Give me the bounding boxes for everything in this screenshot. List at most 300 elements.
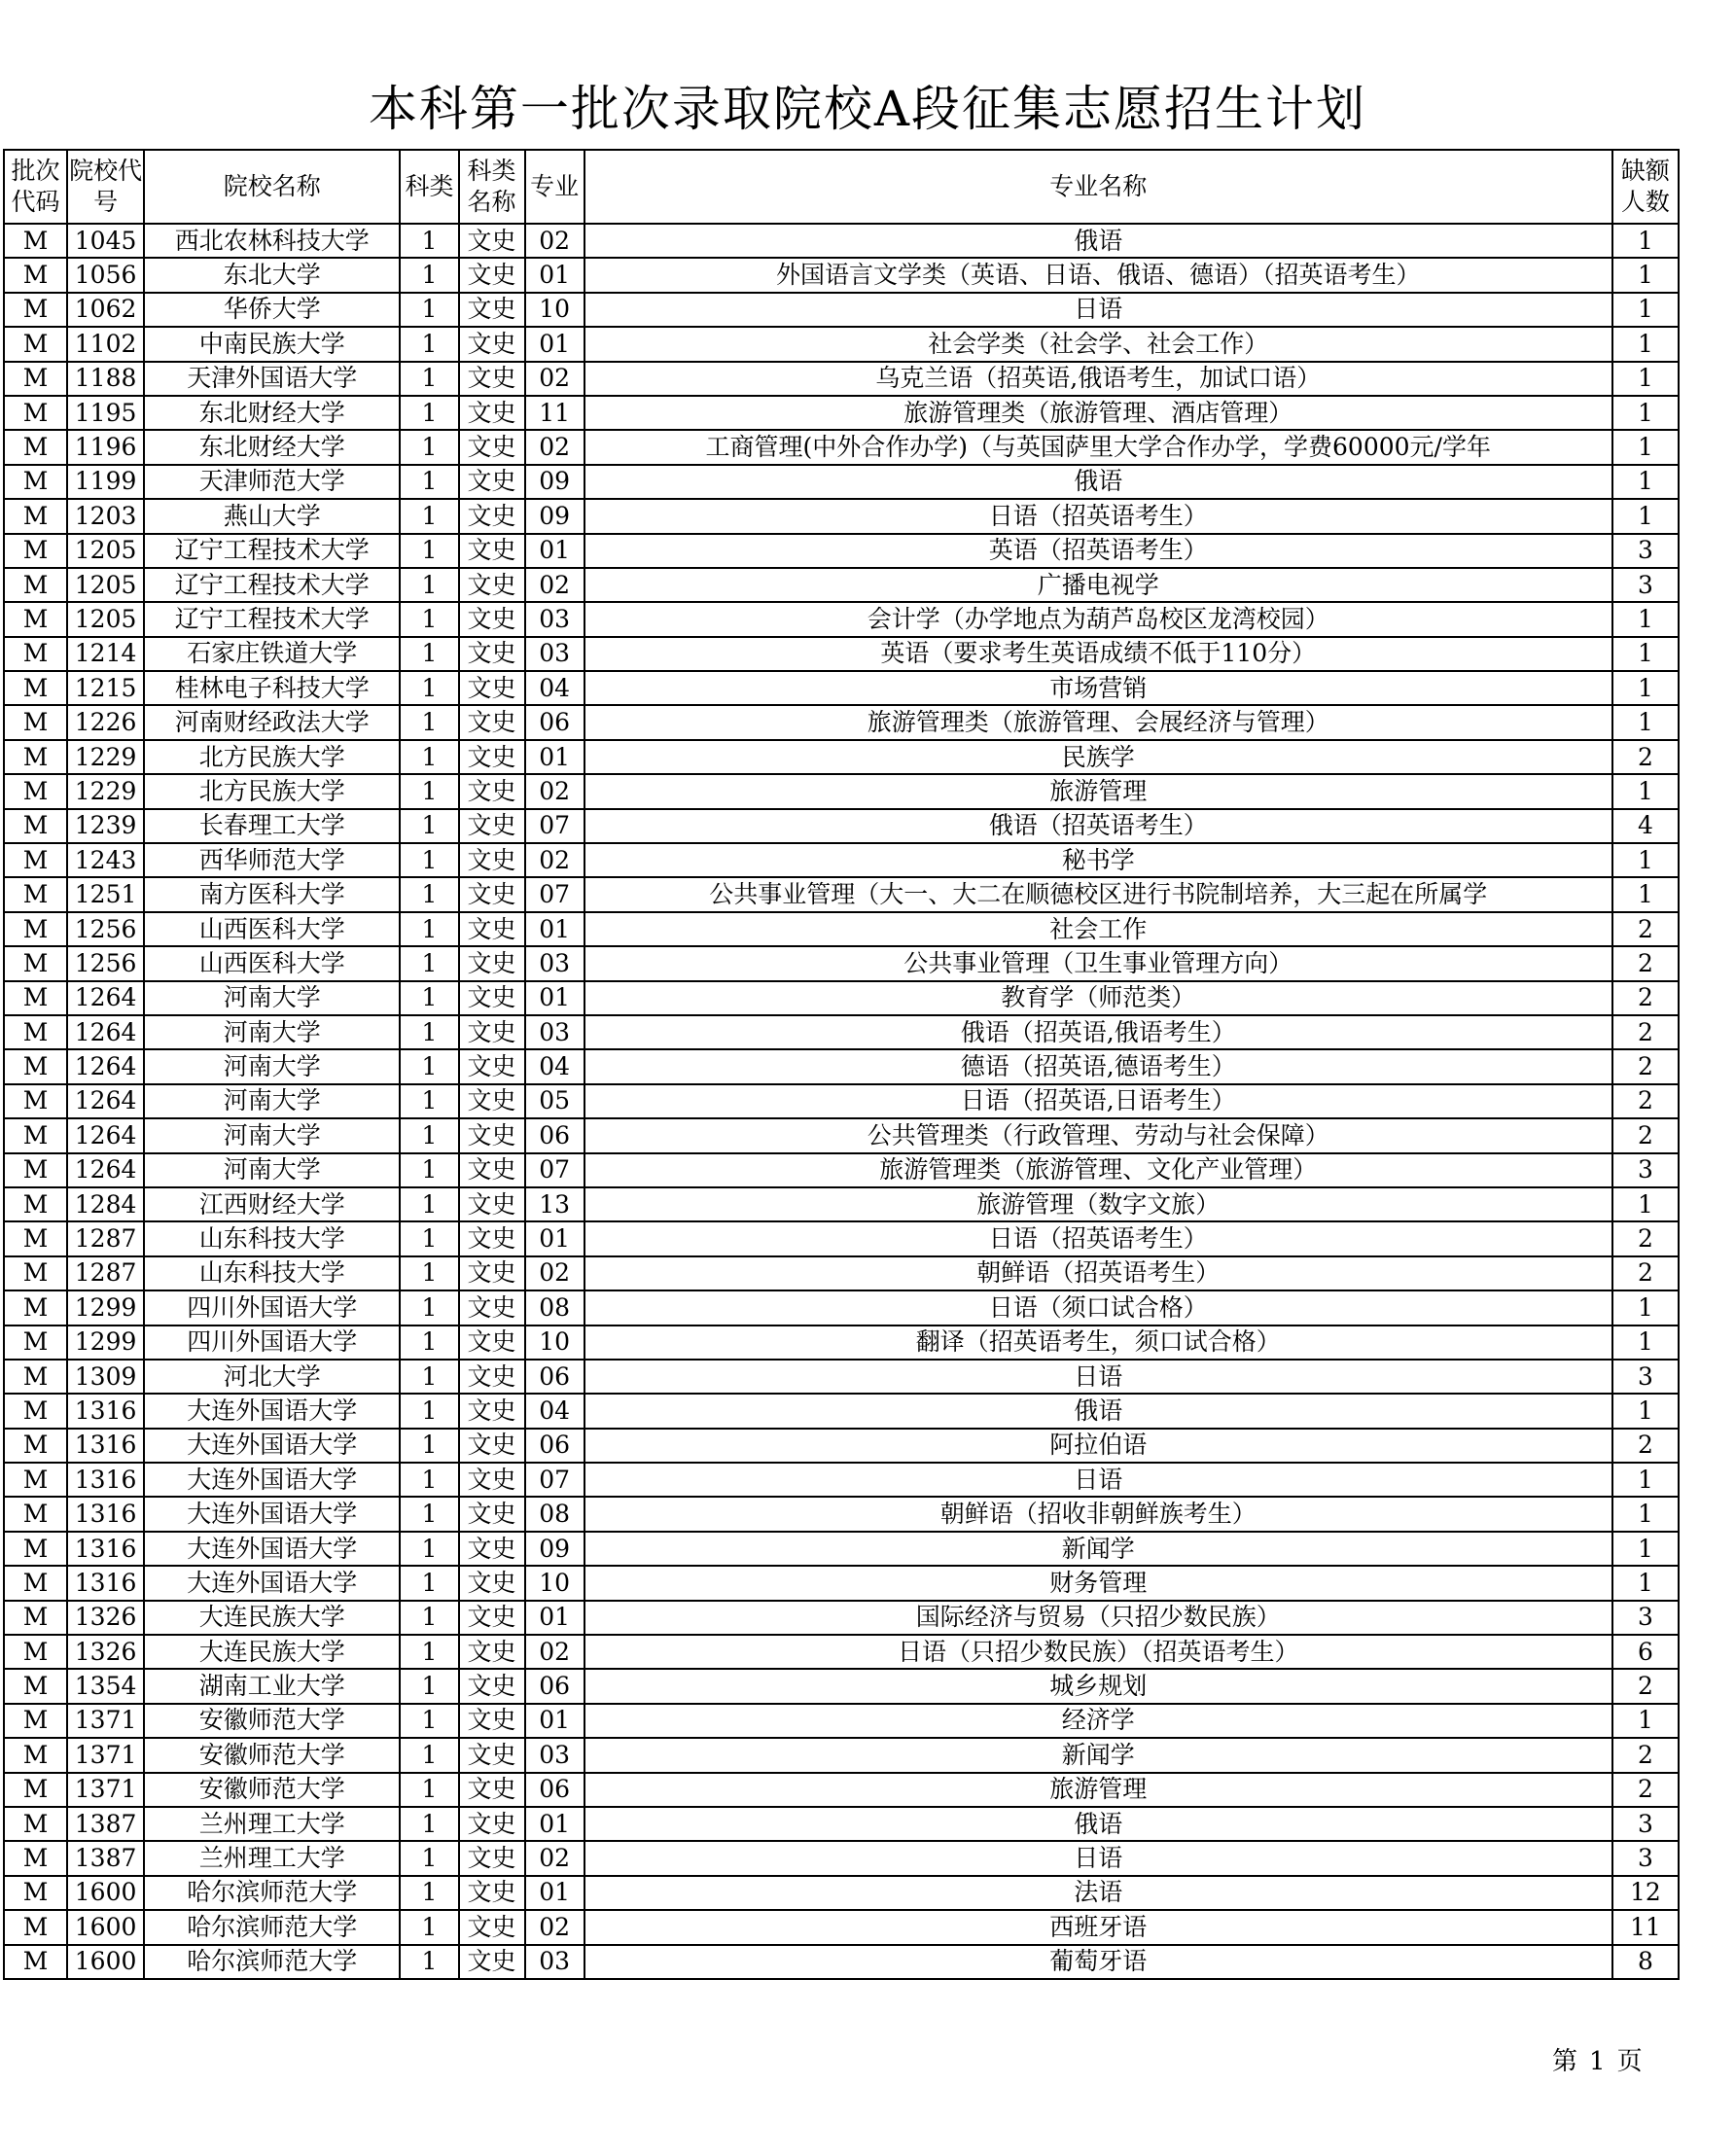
cell-subject-name: 文史 (459, 1945, 525, 1979)
cell-major-code: 01 (525, 1704, 584, 1738)
cell-major-name: 翻译（招英语考生，须口试合格） (584, 1325, 1612, 1360)
cell-subject: 1 (400, 465, 458, 499)
cell-vacancy: 2 (1612, 1118, 1679, 1152)
cell-subject: 1 (400, 224, 458, 258)
table-row (4, 1910, 1679, 1944)
cell-subject-name: 文史 (459, 1118, 525, 1152)
cell-major-code: 02 (525, 1256, 584, 1290)
cell-vacancy: 3 (1612, 1807, 1679, 1841)
cell-subject-name: 文史 (459, 1256, 525, 1290)
cell-subject-name: 文史 (459, 396, 525, 430)
cell-school-name: 哈尔滨师范大学 (144, 1876, 400, 1910)
cell-batch-code: M (4, 396, 67, 430)
cell-major-code: 01 (525, 534, 584, 568)
cell-school-code: 1214 (67, 637, 144, 671)
cell-school-code: 1256 (67, 946, 144, 980)
cell-subject-name: 文史 (459, 1497, 525, 1531)
cell-subject: 1 (400, 1118, 458, 1152)
cell-major-name: 英语（招英语考生） (584, 534, 1612, 568)
cell-school-code: 1264 (67, 1084, 144, 1118)
cell-batch-code: M (4, 568, 67, 602)
cell-batch-code: M (4, 671, 67, 705)
table-row (4, 1463, 1679, 1497)
cell-major-code: 02 (525, 430, 584, 464)
cell-batch-code: M (4, 1153, 67, 1187)
cell-school-code: 1326 (67, 1635, 144, 1669)
cell-school-code: 1316 (67, 1497, 144, 1531)
cell-vacancy: 11 (1612, 1910, 1679, 1944)
cell-subject-name: 文史 (459, 1807, 525, 1841)
table-row (4, 671, 1679, 705)
cell-vacancy: 3 (1612, 568, 1679, 602)
cell-batch-code: M (4, 1497, 67, 1531)
cell-batch-code: M (4, 843, 67, 877)
cell-school-code: 1215 (67, 671, 144, 705)
cell-batch-code: M (4, 1910, 67, 1944)
table-row (4, 499, 1679, 533)
cell-school-code: 1600 (67, 1910, 144, 1944)
cell-school-name: 大连外国语大学 (144, 1497, 400, 1531)
table-row (4, 774, 1679, 808)
cell-subject: 1 (400, 1945, 458, 1979)
cell-subject: 1 (400, 1049, 458, 1083)
cell-subject-name: 文史 (459, 293, 525, 327)
cell-school-name: 山西医科大学 (144, 912, 400, 946)
cell-major-code: 01 (525, 912, 584, 946)
table-row (4, 1256, 1679, 1290)
cell-subject: 1 (400, 362, 458, 396)
cell-batch-code: M (4, 1945, 67, 1979)
cell-major-name: 国际经济与贸易（只招少数民族） (584, 1601, 1612, 1635)
cell-major-name: 俄语 (584, 465, 1612, 499)
cell-subject-name: 文史 (459, 430, 525, 464)
cell-subject-name: 文史 (459, 1704, 525, 1738)
cell-subject-name: 文史 (459, 568, 525, 602)
cell-school-code: 1196 (67, 430, 144, 464)
cell-major-code: 07 (525, 809, 584, 843)
cell-major-name: 城乡规划 (584, 1669, 1612, 1703)
cell-vacancy: 3 (1612, 1360, 1679, 1394)
cell-school-name: 东北财经大学 (144, 396, 400, 430)
cell-major-name: 经济学 (584, 1704, 1612, 1738)
cell-school-code: 1287 (67, 1256, 144, 1290)
cell-major-name: 旅游管理类（旅游管理、文化产业管理） (584, 1153, 1612, 1187)
cell-school-code: 1387 (67, 1807, 144, 1841)
cell-subject-name: 文史 (459, 1360, 525, 1394)
cell-major-name: 朝鲜语（招收非朝鲜族考生） (584, 1497, 1612, 1531)
cell-major-name: 新闻学 (584, 1738, 1612, 1772)
cell-vacancy: 1 (1612, 1532, 1679, 1566)
cell-school-code: 1251 (67, 877, 144, 911)
cell-major-code: 02 (525, 1841, 584, 1875)
header-school-name: 院校名称 (144, 150, 400, 224)
cell-subject-name: 文史 (459, 1566, 525, 1600)
table-row (4, 1084, 1679, 1118)
cell-major-name: 公共管理类（行政管理、劳动与社会保障） (584, 1118, 1612, 1152)
cell-major-code: 09 (525, 499, 584, 533)
cell-major-name: 旅游管理 (584, 774, 1612, 808)
cell-vacancy: 1 (1612, 430, 1679, 464)
cell-major-code: 08 (525, 1290, 584, 1325)
cell-major-name: 英语（要求考生英语成绩不低于110分） (584, 637, 1612, 671)
cell-batch-code: M (4, 1325, 67, 1360)
cell-subject-name: 文史 (459, 1635, 525, 1669)
cell-subject-name: 文史 (459, 1015, 525, 1049)
cell-school-name: 大连外国语大学 (144, 1394, 400, 1428)
cell-major-code: 10 (525, 1566, 584, 1600)
cell-school-name: 安徽师范大学 (144, 1773, 400, 1807)
cell-school-name: 石家庄铁道大学 (144, 637, 400, 671)
table-row (4, 1049, 1679, 1083)
cell-vacancy: 2 (1612, 1429, 1679, 1463)
cell-subject-name: 文史 (459, 1429, 525, 1463)
cell-subject-name: 文史 (459, 362, 525, 396)
cell-vacancy: 1 (1612, 499, 1679, 533)
cell-vacancy: 1 (1612, 1290, 1679, 1325)
cell-subject-name: 文史 (459, 946, 525, 980)
cell-vacancy: 2 (1612, 1256, 1679, 1290)
cell-major-name: 朝鲜语（招英语考生） (584, 1256, 1612, 1290)
cell-vacancy: 1 (1612, 1187, 1679, 1221)
cell-batch-code: M (4, 534, 67, 568)
table-row (4, 602, 1679, 636)
cell-vacancy: 2 (1612, 1084, 1679, 1118)
header-batch-code: 批次代码 (4, 150, 67, 224)
cell-major-name: 工商管理(中外合作办学)（与英国萨里大学合作办学，学费60000元/学年 (584, 430, 1612, 464)
cell-major-name: 旅游管理（数字文旅） (584, 1187, 1612, 1221)
cell-subject: 1 (400, 1738, 458, 1772)
cell-major-name: 社会工作 (584, 912, 1612, 946)
header-subject: 科类 (400, 150, 458, 224)
cell-major-code: 07 (525, 877, 584, 911)
cell-subject: 1 (400, 293, 458, 327)
cell-major-name: 社会学类（社会学、社会工作） (584, 327, 1612, 361)
table-row (4, 809, 1679, 843)
table-row (4, 1566, 1679, 1600)
enrollment-plan-table (3, 149, 1680, 1980)
cell-subject: 1 (400, 637, 458, 671)
cell-major-name: 会计学（办学地点为葫芦岛校区龙湾校园） (584, 602, 1612, 636)
cell-batch-code: M (4, 224, 67, 258)
cell-major-code: 06 (525, 1669, 584, 1703)
cell-batch-code: M (4, 1773, 67, 1807)
cell-subject-name: 文史 (459, 327, 525, 361)
cell-batch-code: M (4, 809, 67, 843)
table-row (4, 1841, 1679, 1875)
table-row (4, 946, 1679, 980)
cell-school-name: 大连民族大学 (144, 1601, 400, 1635)
cell-school-code: 1229 (67, 740, 144, 774)
cell-school-code: 1309 (67, 1360, 144, 1394)
cell-batch-code: M (4, 465, 67, 499)
cell-batch-code: M (4, 1429, 67, 1463)
cell-subject: 1 (400, 1669, 458, 1703)
cell-vacancy: 4 (1612, 809, 1679, 843)
cell-school-name: 桂林电子科技大学 (144, 671, 400, 705)
cell-major-code: 03 (525, 637, 584, 671)
cell-subject: 1 (400, 671, 458, 705)
cell-vacancy: 1 (1612, 293, 1679, 327)
table-row (4, 1738, 1679, 1772)
page-prefix: 第 (1552, 2047, 1578, 2076)
cell-subject: 1 (400, 1015, 458, 1049)
table-row (4, 740, 1679, 774)
cell-batch-code: M (4, 1738, 67, 1772)
cell-batch-code: M (4, 912, 67, 946)
cell-school-code: 1284 (67, 1187, 144, 1221)
cell-school-code: 1264 (67, 1049, 144, 1083)
cell-subject: 1 (400, 1876, 458, 1910)
cell-subject-name: 文史 (459, 224, 525, 258)
cell-major-code: 09 (525, 465, 584, 499)
table-row (4, 1015, 1679, 1049)
cell-school-name: 燕山大学 (144, 499, 400, 533)
cell-major-name: 日语（招英语考生） (584, 499, 1612, 533)
cell-subject: 1 (400, 946, 458, 980)
cell-school-name: 河南大学 (144, 1118, 400, 1152)
cell-subject-name: 文史 (459, 1084, 525, 1118)
cell-batch-code: M (4, 1532, 67, 1566)
cell-subject: 1 (400, 843, 458, 877)
cell-major-name: 日语（只招少数民族）（招英语考生） (584, 1635, 1612, 1669)
table-row (4, 430, 1679, 464)
cell-major-code: 06 (525, 1773, 584, 1807)
cell-subject: 1 (400, 258, 458, 292)
header-school-code: 院校代号 (67, 150, 144, 224)
cell-major-code: 02 (525, 362, 584, 396)
cell-vacancy: 1 (1612, 602, 1679, 636)
table-row (4, 293, 1679, 327)
cell-batch-code: M (4, 705, 67, 739)
cell-vacancy: 1 (1612, 637, 1679, 671)
cell-school-name: 河南大学 (144, 1049, 400, 1083)
cell-school-code: 1316 (67, 1394, 144, 1428)
cell-subject: 1 (400, 912, 458, 946)
cell-vacancy: 1 (1612, 465, 1679, 499)
cell-major-name: 公共事业管理（卫生事业管理方向） (584, 946, 1612, 980)
table-row (4, 224, 1679, 258)
cell-major-code: 08 (525, 1497, 584, 1531)
cell-batch-code: M (4, 637, 67, 671)
cell-vacancy: 1 (1612, 877, 1679, 911)
cell-major-code: 04 (525, 671, 584, 705)
cell-major-code: 06 (525, 1360, 584, 1394)
cell-subject: 1 (400, 602, 458, 636)
page-number-value: 1 (1589, 2047, 1606, 2076)
cell-vacancy: 2 (1612, 946, 1679, 980)
cell-school-name: 山东科技大学 (144, 1221, 400, 1255)
cell-subject-name: 文史 (459, 740, 525, 774)
cell-major-name: 乌克兰语（招英语,俄语考生，加试口语） (584, 362, 1612, 396)
cell-school-name: 河南大学 (144, 981, 400, 1015)
table-row (4, 1807, 1679, 1841)
cell-vacancy: 2 (1612, 1738, 1679, 1772)
cell-major-code: 01 (525, 1876, 584, 1910)
cell-vacancy: 12 (1612, 1876, 1679, 1910)
cell-major-code: 10 (525, 293, 584, 327)
page-suffix: 页 (1616, 2047, 1643, 2076)
cell-subject: 1 (400, 1221, 458, 1255)
cell-subject: 1 (400, 1463, 458, 1497)
cell-school-code: 1371 (67, 1704, 144, 1738)
cell-major-name: 葡萄牙语 (584, 1945, 1612, 1979)
cell-vacancy: 1 (1612, 1704, 1679, 1738)
cell-subject: 1 (400, 568, 458, 602)
cell-vacancy: 1 (1612, 396, 1679, 430)
cell-major-code: 02 (525, 1635, 584, 1669)
cell-major-name: 日语 (584, 1463, 1612, 1497)
cell-subject: 1 (400, 705, 458, 739)
cell-major-code: 01 (525, 1221, 584, 1255)
cell-school-code: 1239 (67, 809, 144, 843)
cell-subject: 1 (400, 430, 458, 464)
cell-subject-name: 文史 (459, 534, 525, 568)
cell-subject-name: 文史 (459, 1841, 525, 1875)
cell-subject: 1 (400, 327, 458, 361)
cell-subject-name: 文史 (459, 258, 525, 292)
cell-major-code: 03 (525, 1738, 584, 1772)
cell-major-name: 市场营销 (584, 671, 1612, 705)
cell-major-code: 07 (525, 1153, 584, 1187)
cell-subject-name: 文史 (459, 1601, 525, 1635)
cell-vacancy: 1 (1612, 1497, 1679, 1531)
table-row (4, 1773, 1679, 1807)
cell-batch-code: M (4, 946, 67, 980)
cell-subject: 1 (400, 1429, 458, 1463)
cell-school-name: 天津外国语大学 (144, 362, 400, 396)
cell-subject-name: 文史 (459, 1221, 525, 1255)
cell-vacancy: 3 (1612, 534, 1679, 568)
cell-batch-code: M (4, 1221, 67, 1255)
cell-subject: 1 (400, 1360, 458, 1394)
cell-subject: 1 (400, 1566, 458, 1600)
cell-subject: 1 (400, 774, 458, 808)
cell-school-name: 大连外国语大学 (144, 1463, 400, 1497)
table-row (4, 362, 1679, 396)
cell-school-name: 北方民族大学 (144, 740, 400, 774)
cell-school-code: 1205 (67, 568, 144, 602)
cell-school-name: 哈尔滨师范大学 (144, 1910, 400, 1944)
cell-subject-name: 文史 (459, 1394, 525, 1428)
cell-vacancy: 1 (1612, 671, 1679, 705)
cell-school-code: 1264 (67, 1118, 144, 1152)
cell-subject-name: 文史 (459, 774, 525, 808)
cell-school-code: 1287 (67, 1221, 144, 1255)
cell-vacancy: 2 (1612, 981, 1679, 1015)
page-title: 本科第一批次录取院校A段征集志愿招生计划 (368, 81, 1367, 137)
cell-batch-code: M (4, 1566, 67, 1600)
cell-subject-name: 文史 (459, 1532, 525, 1566)
cell-school-name: 南方医科大学 (144, 877, 400, 911)
cell-major-name: 日语（招英语,日语考生） (584, 1084, 1612, 1118)
cell-school-code: 1056 (67, 258, 144, 292)
table-row (4, 396, 1679, 430)
cell-subject-name: 文史 (459, 981, 525, 1015)
table-row (4, 1601, 1679, 1635)
table-row (4, 568, 1679, 602)
cell-subject-name: 文史 (459, 877, 525, 911)
cell-major-name: 俄语 (584, 224, 1612, 258)
cell-batch-code: M (4, 1463, 67, 1497)
cell-subject: 1 (400, 1807, 458, 1841)
cell-school-code: 1045 (67, 224, 144, 258)
cell-major-name: 西班牙语 (584, 1910, 1612, 1944)
cell-batch-code: M (4, 1256, 67, 1290)
cell-school-code: 1354 (67, 1669, 144, 1703)
cell-school-code: 1316 (67, 1532, 144, 1566)
cell-major-name: 民族学 (584, 740, 1612, 774)
cell-subject: 1 (400, 1084, 458, 1118)
table-row (4, 705, 1679, 739)
cell-batch-code: M (4, 327, 67, 361)
cell-school-name: 河南财经政法大学 (144, 705, 400, 739)
cell-school-name: 兰州理工大学 (144, 1807, 400, 1841)
cell-batch-code: M (4, 430, 67, 464)
cell-batch-code: M (4, 1669, 67, 1703)
cell-major-name: 旅游管理 (584, 1773, 1612, 1807)
table-row (4, 1290, 1679, 1325)
cell-major-name: 德语（招英语,德语考生） (584, 1049, 1612, 1083)
cell-subject: 1 (400, 1910, 458, 1944)
table-row (4, 1497, 1679, 1531)
cell-subject: 1 (400, 1325, 458, 1360)
cell-school-code: 1264 (67, 1015, 144, 1049)
cell-school-code: 1600 (67, 1945, 144, 1979)
cell-batch-code: M (4, 1049, 67, 1083)
cell-major-code: 01 (525, 981, 584, 1015)
cell-school-code: 1229 (67, 774, 144, 808)
cell-school-name: 江西财经大学 (144, 1187, 400, 1221)
cell-batch-code: M (4, 774, 67, 808)
header-subject-name: 科类名称 (459, 150, 525, 224)
cell-vacancy: 1 (1612, 1394, 1679, 1428)
cell-subject: 1 (400, 1290, 458, 1325)
cell-subject-name: 文史 (459, 1153, 525, 1187)
cell-major-name: 旅游管理类（旅游管理、酒店管理） (584, 396, 1612, 430)
cell-batch-code: M (4, 1290, 67, 1325)
cell-vacancy: 1 (1612, 327, 1679, 361)
cell-subject: 1 (400, 1256, 458, 1290)
cell-subject: 1 (400, 981, 458, 1015)
cell-major-code: 01 (525, 258, 584, 292)
cell-school-name: 四川外国语大学 (144, 1290, 400, 1325)
cell-major-code: 02 (525, 843, 584, 877)
cell-subject-name: 文史 (459, 1325, 525, 1360)
cell-subject: 1 (400, 740, 458, 774)
cell-school-name: 河北大学 (144, 1360, 400, 1394)
table-row (4, 1635, 1679, 1669)
cell-vacancy: 3 (1612, 1841, 1679, 1875)
table-body (4, 224, 1679, 1979)
cell-vacancy: 2 (1612, 1049, 1679, 1083)
cell-school-code: 1188 (67, 362, 144, 396)
cell-vacancy: 6 (1612, 1635, 1679, 1669)
table-row (4, 1153, 1679, 1187)
cell-major-name: 日语（须口试合格） (584, 1290, 1612, 1325)
cell-subject: 1 (400, 877, 458, 911)
cell-vacancy: 1 (1612, 1325, 1679, 1360)
cell-batch-code: M (4, 981, 67, 1015)
table-row (4, 1118, 1679, 1152)
cell-school-name: 西华师范大学 (144, 843, 400, 877)
cell-batch-code: M (4, 1360, 67, 1394)
cell-major-name: 旅游管理类（旅游管理、会展经济与管理） (584, 705, 1612, 739)
cell-subject-name: 文史 (459, 809, 525, 843)
cell-major-code: 05 (525, 1084, 584, 1118)
cell-school-name: 东北财经大学 (144, 430, 400, 464)
cell-school-name: 辽宁工程技术大学 (144, 534, 400, 568)
cell-subject: 1 (400, 499, 458, 533)
